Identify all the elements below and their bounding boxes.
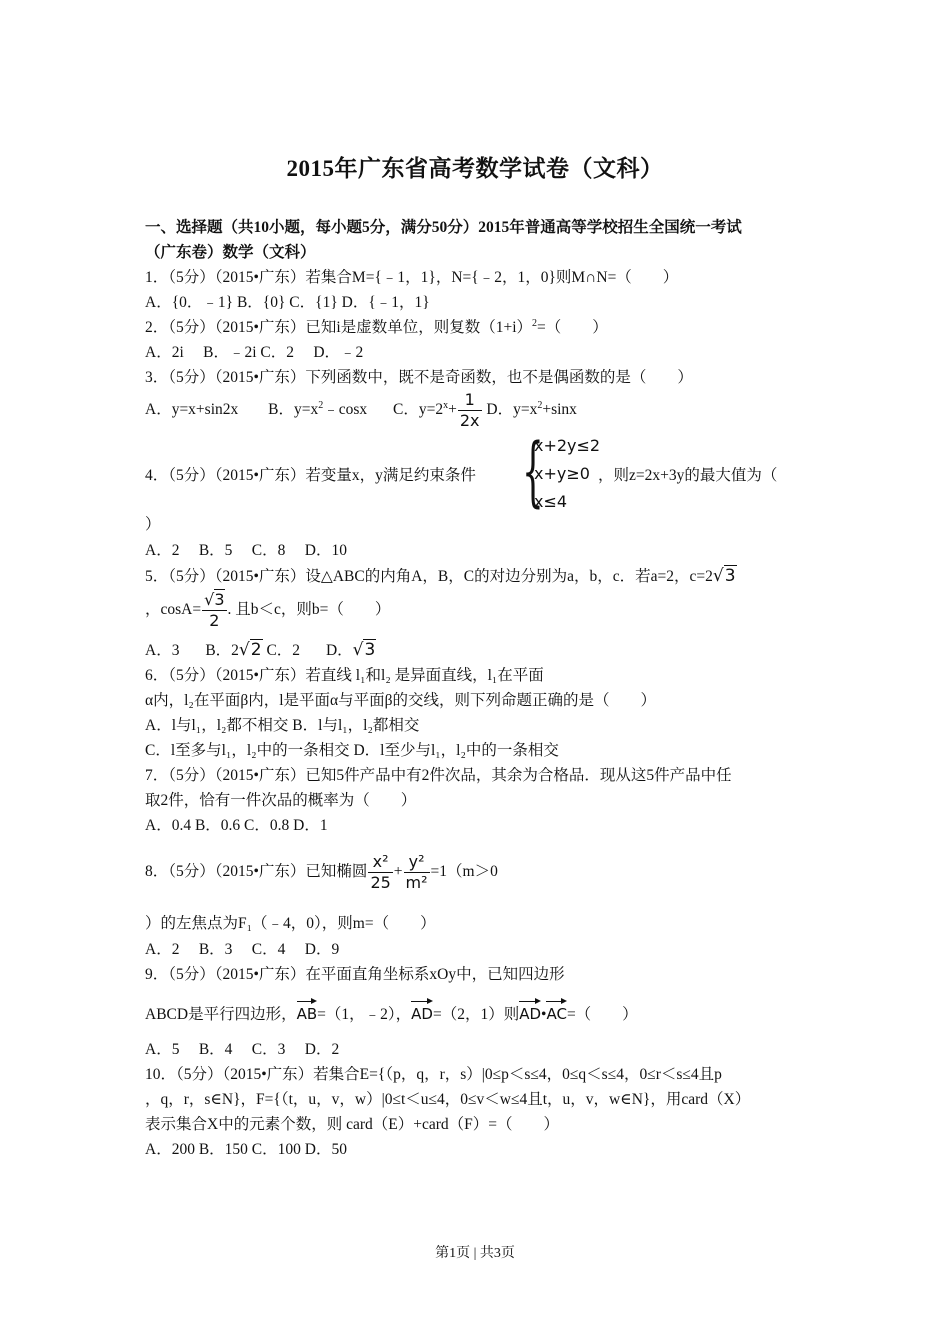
fraction-x2-over-25: $\frac{\text{x²}}{25}$	[370, 851, 391, 892]
vector-ac: AC	[546, 1005, 567, 1023]
sqrt-3: √3	[712, 566, 736, 586]
question-10-stem-end: 表示集合X中的元素个数，则 card（E）+card（F）=（ ）	[145, 1116, 559, 1133]
question-3-options: A．y=x+sin2x B．$y=x^2﹣\cos x$ C．$y=2^x+$ $\frac{1}{2x}$ D．$y=x^2+\sin x$	[145, 390, 577, 430]
question-1-options: A．{0．﹣1} B．{0} C．{1} D．{﹣1，1}	[145, 294, 430, 311]
vector-ab: AB	[296, 1005, 318, 1023]
question-8-options: A．2 B．3 C．4 D．9	[145, 941, 340, 958]
question-8-stem-cont: ）的左焦点为F₁（﹣4，0），则m=（ ）	[145, 915, 436, 932]
question-10-stem-cont: ，q，r，s∈N}，F={（t，u，v，w）|0≤t＜u≤4，0≤v＜w≤4且t，u，v，w∈N}，用card（X）	[145, 1091, 751, 1108]
question-10-options: A．200 B．150 C．100 D．50	[145, 1141, 347, 1158]
question-6-options-ab: A．l与l₁，l₂都不相交 B．l与l₁，l₂都相交	[145, 717, 420, 734]
question-5-stem-cont: ，cosA= $\frac{√3}{2}$ . 且b＜c，则b=（ ）	[145, 589, 391, 630]
question-9-stem: 9．（5分）（2015•广东）在平面直角坐标系xOy中，已知四边形	[145, 966, 565, 983]
question-4-options: A．2 B．5 C．8 D．10	[145, 542, 347, 559]
vector-ad: AD	[411, 1005, 433, 1023]
question-4-stem-cont: ，则z=2x+3y的最大值为（	[598, 467, 778, 484]
question-5-options: A．3 B．2√2 C．2 D．√3	[145, 640, 376, 660]
fraction-sqrt3-over-2: $\frac{√3}{2}$	[204, 589, 225, 630]
page-footer: 第1页 | 共3页	[435, 1246, 515, 1261]
section-heading: 一、选择题（共10小题，每小题5分，满分50分）2015年普通高等学校招生全国统一考试	[145, 219, 742, 236]
vector-ad-2: AD	[519, 1005, 542, 1023]
question-6-stem: 6．（5分）（2015•广东）若直线 l₁和l₂ 是异面直线，l₁在平面	[145, 667, 544, 684]
question-4-stem-end: ）	[145, 516, 161, 533]
section-heading-cont: （广东卷）数学（文科）	[145, 244, 316, 261]
question-5-stem: 5．（5分）（2015•广东）设△ABC的内角A，B，C的对边分别为a，b，c．若a=2，c=2√3	[145, 566, 736, 586]
question-6-options-cd: C．l至多与l₁，l₂中的一条相交 D．l至少与l₁，l₂中的一条相交	[145, 742, 559, 759]
question-10-stem: 10．（5分）（2015•广东）若集合E={（p，q，r，s）|0≤p＜s≤4，0≤q＜s≤4，0≤r＜s≤4且p	[145, 1066, 722, 1083]
question-2-stem: 2．（5分）（2015•广东）已知i是虚数单位，则复数$(1+i)^2=$（ ）	[145, 317, 608, 336]
question-7-options: A．0.4 B．0.6 C．0.8 D．1	[145, 817, 328, 834]
question-1-stem: 1．（5分）（2015•广东）若集合M={﹣1，1}，N={﹣2，1，0}则M∩N=（ ）	[145, 269, 679, 286]
question-9-stem-cont: ABCD是平行四边形，AB=（1，﹣2），AD=（2，1）则AD•AC=（ ）	[145, 1005, 638, 1023]
left-brace-icon: {	[522, 426, 544, 515]
page-title: 2015年广东省高考数学试卷（文科）	[286, 156, 664, 181]
question-2-options: A．2i B．﹣2i C．2 D．﹣2	[145, 344, 364, 361]
question-6-stem-cont: α内，l₂在平面β内，l是平面α与平面β的交线，则下列命题正确的是（ ）	[145, 692, 657, 709]
question-8-stem: 8．（5分）（2015•广东）已知椭圆 $\frac{\text{x²}}{25}$ + $\frac{\text{y²}}{\text{m²}}$ =1（m＞0	[145, 851, 498, 892]
question-9-options: A．5 B．4 C．3 D．2	[145, 1041, 340, 1058]
constraint-system: { x+2y≤2 x+y≥0 x≤4	[522, 426, 601, 515]
fraction-one-over-2x: $\frac{1}{2x}$	[459, 390, 480, 430]
question-7-stem: 7．（5分）（2015•广东）已知5件产品中有2件次品，其余为合格品．现从这5件产品中任	[145, 767, 732, 784]
question-4-stem: 4．（5分）（2015•广东）若变量x，y满足约束条件	[145, 467, 476, 484]
fraction-y2-over-m2: $\frac{\text{y²}}{\text{m²}}$	[405, 851, 428, 892]
question-3-stem: 3．（5分）（2015•广东）下列函数中，既不是奇函数，也不是偶函数的是（ ）	[145, 369, 693, 386]
question-7-stem-cont: 取2件，恰有一件次品的概率为（ ）	[145, 792, 417, 809]
